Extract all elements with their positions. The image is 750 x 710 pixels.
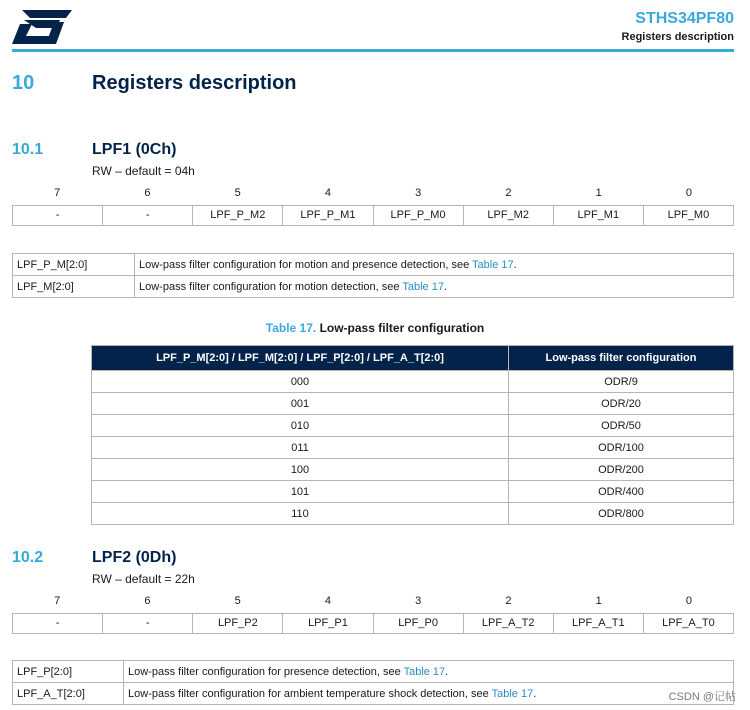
column-header: Low-pass filter configuration xyxy=(509,346,734,371)
bit-number: 0 xyxy=(685,187,692,199)
table-row xyxy=(13,683,734,705)
table-row xyxy=(92,459,734,481)
table-17-link[interactable]: Table 17 xyxy=(402,280,444,293)
bit-field: LPF_M1 xyxy=(554,206,644,225)
table-17-link[interactable]: Table 17 xyxy=(491,687,534,700)
bit-field: LPF_A_T0 xyxy=(662,617,715,629)
lpf1-title: LPF1 (0Ch) xyxy=(92,141,177,158)
lpf1-field-description-table xyxy=(12,253,734,298)
bit-field: LPF_M0 xyxy=(667,209,710,221)
lpf1-rw-default: RW – default = 04h xyxy=(92,164,195,178)
lpf1-bit-field-row xyxy=(12,205,734,226)
table-row xyxy=(92,415,734,437)
bit-number: 2 xyxy=(505,187,512,199)
header-rule xyxy=(12,49,734,52)
table-row xyxy=(92,371,734,393)
field-name: LPF_M[2:0] xyxy=(13,276,135,298)
section-title: Registers description xyxy=(92,72,297,94)
field-description: Low-pass filter configuration for presence detection, see Table 17. xyxy=(124,661,734,683)
page-header xyxy=(622,9,734,45)
table-cell: ODR/200 xyxy=(509,459,734,481)
field-name: LPF_P[2:0] xyxy=(13,661,124,683)
table-cell: 000 xyxy=(92,371,509,393)
field-name: LPF_A_T[2:0] xyxy=(13,683,124,705)
table-caption xyxy=(0,321,750,335)
field-description: Low-pass filter configuration for ambient temperature shock detection, see Table 17. xyxy=(124,683,734,705)
bit-number: 1 xyxy=(595,595,602,607)
lpf2-bit-numbers xyxy=(12,595,734,607)
table-17-link[interactable]: Table 17 xyxy=(472,258,514,271)
table-cell: 110 xyxy=(92,503,509,525)
lpf2-bit-field-row xyxy=(12,613,734,634)
table-cell: 010 xyxy=(92,415,509,437)
table-cell: ODR/9 xyxy=(509,371,734,393)
bit-number: 6 xyxy=(144,187,151,199)
bit-number: 0 xyxy=(685,595,692,607)
bit-field: LPF_P2 xyxy=(193,614,283,633)
table-row xyxy=(13,254,734,276)
table-header-row xyxy=(92,346,734,371)
bit-number: 3 xyxy=(415,187,422,199)
table-cell: ODR/20 xyxy=(509,393,734,415)
bit-number: 5 xyxy=(234,187,241,199)
bit-number: 4 xyxy=(324,187,331,199)
table-row xyxy=(13,661,734,683)
bit-number: 4 xyxy=(324,595,331,607)
product-name: STHS34PF80 xyxy=(635,10,734,27)
table-cell: 101 xyxy=(92,481,509,503)
table-cell: 100 xyxy=(92,459,509,481)
bit-field: LPF_P_M1 xyxy=(283,206,373,225)
lpf-config-table xyxy=(91,345,734,525)
bit-number: 7 xyxy=(54,187,61,199)
bit-field: LPF_P0 xyxy=(374,614,464,633)
bit-field: - xyxy=(103,614,193,633)
watermark: CSDN @记帖 xyxy=(668,691,736,703)
column-header: LPF_P_M[2:0] / LPF_M[2:0] / LPF_P[2:0] / LPF_A_T[2:0] xyxy=(92,346,509,371)
table-row xyxy=(92,437,734,459)
table-cell: 011 xyxy=(92,437,509,459)
field-description: Low-pass filter configuration for motion detection, see Table 17. xyxy=(135,276,734,298)
section-number: 10 xyxy=(12,72,35,94)
bit-number: 1 xyxy=(595,187,602,199)
table-17-link[interactable]: Table 17 xyxy=(403,665,446,678)
field-name: LPF_P_M[2:0] xyxy=(13,254,135,276)
bit-field: - xyxy=(13,206,103,225)
bit-field: LPF_P_M2 xyxy=(193,206,283,225)
bit-field: LPF_A_T2 xyxy=(464,614,554,633)
table-cell: ODR/100 xyxy=(509,437,734,459)
bit-number: 7 xyxy=(54,595,61,607)
table-row xyxy=(13,276,734,298)
table-cell: 001 xyxy=(92,393,509,415)
header-section: Registers description xyxy=(621,31,734,43)
table-cell: ODR/50 xyxy=(509,415,734,437)
st-logo-icon xyxy=(12,10,72,44)
table-row xyxy=(92,393,734,415)
bit-field: - xyxy=(103,206,193,225)
lpf1-bit-numbers xyxy=(12,187,734,199)
table-title: Low-pass filter configuration xyxy=(319,321,485,335)
lpf2-field-description-table xyxy=(12,660,734,705)
bit-field: LPF_M2 xyxy=(464,206,554,225)
field-description: Low-pass filter configuration for motion and presence detection, see Table 17. xyxy=(135,254,734,276)
bit-field: LPF_P_M0 xyxy=(374,206,464,225)
table-row xyxy=(92,503,734,525)
bit-field: - xyxy=(13,614,103,633)
lpf2-rw-default: RW – default = 22h xyxy=(92,572,195,586)
table-cell: ODR/400 xyxy=(509,481,734,503)
bit-number: 2 xyxy=(505,595,512,607)
table-cell: ODR/800 xyxy=(509,503,734,525)
bit-field: LPF_A_T1 xyxy=(554,614,644,633)
bit-number: 6 xyxy=(144,595,151,607)
bit-field: LPF_P1 xyxy=(283,614,373,633)
table-row xyxy=(92,481,734,503)
table-number: Table 17. xyxy=(265,321,317,335)
lpf2-number: 10.2 xyxy=(12,549,44,566)
lpf1-number: 10.1 xyxy=(12,141,44,158)
lpf2-title: LPF2 (0Dh) xyxy=(92,549,177,566)
bit-number: 3 xyxy=(415,595,422,607)
bit-number: 5 xyxy=(234,595,241,607)
